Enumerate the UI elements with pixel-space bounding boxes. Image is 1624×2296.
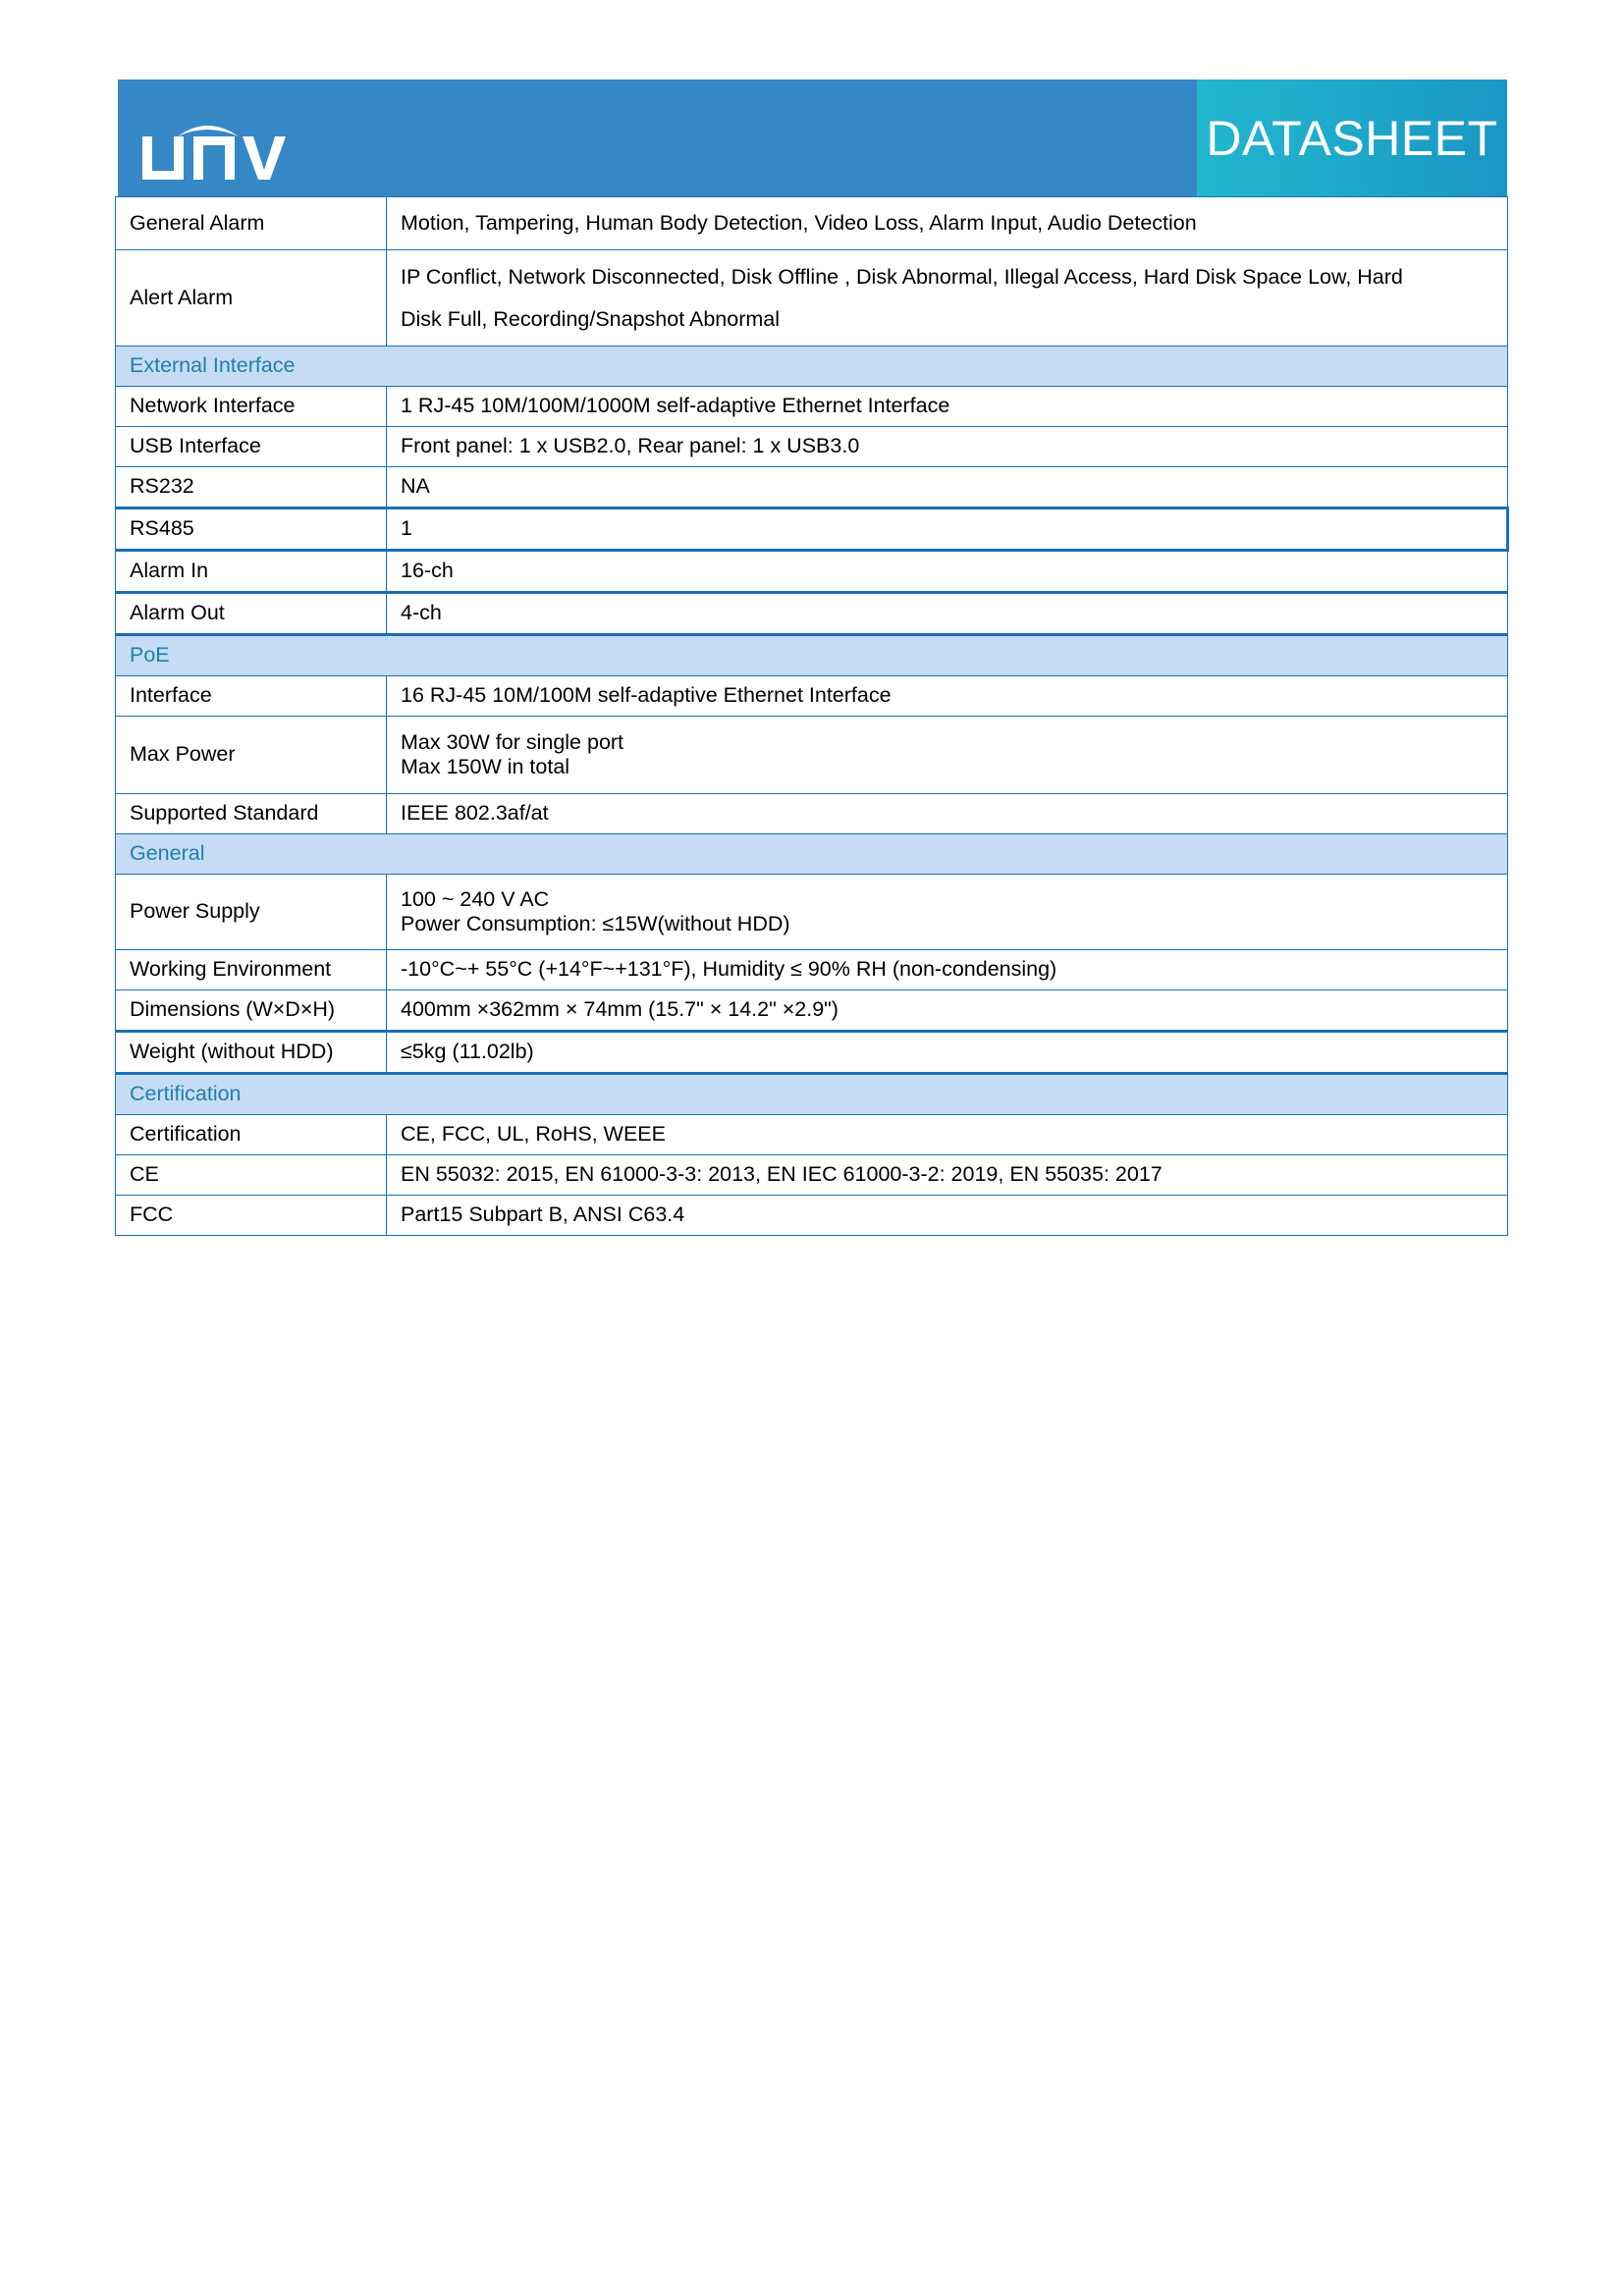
row-value [387, 250, 1508, 347]
row-value: Part15 Subpart B, ANSI C63.4 [387, 1196, 1508, 1236]
section-title: PoE [116, 635, 1508, 676]
row-value: EN 55032: 2015, EN 61000-3-3: 2013, EN IEC 61000-3-2: 2019, EN 55035: 2017 [387, 1155, 1508, 1196]
table-row [116, 508, 1508, 551]
row-label: CE [116, 1155, 387, 1196]
datasheet-label: DATASHEET [1206, 110, 1498, 166]
table-row [116, 387, 1508, 427]
value-line: Max 150W in total [401, 755, 570, 778]
row-value: -10°C~+ 55°C (+14°F~+131°F), Humidity ≤ 90% RH (non-condensing) [387, 950, 1508, 990]
row-label: General Alarm [116, 197, 387, 250]
spec-table [115, 196, 1509, 1236]
row-value: NA [387, 467, 1508, 508]
row-value: 1 RJ-45 10M/100M/1000M self-adaptive Ethernet Interface [387, 387, 1508, 427]
table-row [116, 467, 1508, 508]
row-value: ≤5kg (11.02lb) [387, 1032, 1508, 1074]
value-line: Disk Full, Recording/Snapshot Abnormal [401, 306, 780, 331]
table-row [116, 197, 1508, 250]
section-title: Certification [116, 1074, 1508, 1115]
row-value: 1 [387, 508, 1508, 551]
table-row [116, 1196, 1508, 1236]
row-value: 4-ch [387, 593, 1508, 635]
section-header-general [116, 834, 1508, 875]
row-label: Network Interface [116, 387, 387, 427]
row-label: Power Supply [116, 875, 387, 950]
section-header-poe [116, 635, 1508, 676]
table-row [116, 676, 1508, 717]
datasheet-badge [1197, 80, 1507, 196]
table-row [116, 875, 1508, 950]
value-line: Max 30W for single port [401, 730, 624, 754]
row-label: RS232 [116, 467, 387, 508]
section-title: General [116, 834, 1508, 875]
value-line: 100 ~ 240 V AC [401, 887, 550, 911]
row-value: Motion, Tampering, Human Body Detection, Video Loss, Alarm Input, Audio Detection [387, 197, 1508, 250]
table-row [116, 1032, 1508, 1074]
row-label: Max Power [116, 717, 387, 794]
table-row [116, 551, 1508, 593]
header-banner [118, 80, 1507, 196]
section-header-external-interface [116, 347, 1508, 387]
table-row [116, 250, 1508, 347]
row-value: 16 RJ-45 10M/100M self-adaptive Ethernet Interface [387, 676, 1508, 717]
row-label: Alarm Out [116, 593, 387, 635]
row-value [387, 717, 1508, 794]
row-label: Weight (without HDD) [116, 1032, 387, 1074]
section-header-certification [116, 1074, 1508, 1115]
row-label: RS485 [116, 508, 387, 551]
row-value: Front panel: 1 x USB2.0, Rear panel: 1 x USB3.0 [387, 427, 1508, 467]
row-label: Alert Alarm [116, 250, 387, 347]
row-label: Interface [116, 676, 387, 717]
unv-logo-icon [138, 101, 286, 180]
table-row [116, 427, 1508, 467]
table-row [116, 794, 1508, 834]
row-value: IEEE 802.3af/at [387, 794, 1508, 834]
value-line: Power Consumption: ≤15W(without HDD) [401, 912, 790, 935]
row-label: Working Environment [116, 950, 387, 990]
row-value: 16-ch [387, 551, 1508, 593]
row-label: FCC [116, 1196, 387, 1236]
row-label: Dimensions (W×D×H) [116, 990, 387, 1032]
table-row [116, 990, 1508, 1032]
table-row [116, 593, 1508, 635]
row-label: Alarm In [116, 551, 387, 593]
table-row [116, 950, 1508, 990]
row-value: 400mm ×362mm × 74mm (15.7" × 14.2" ×2.9") [387, 990, 1508, 1032]
row-label: USB Interface [116, 427, 387, 467]
row-label: Certification [116, 1115, 387, 1155]
table-row [116, 717, 1508, 794]
table-row [116, 1115, 1508, 1155]
row-value: CE, FCC, UL, RoHS, WEEE [387, 1115, 1508, 1155]
row-value [387, 875, 1508, 950]
value-line: IP Conflict, Network Disconnected, Disk Offline , Disk Abnormal, Illegal Access, Hard Disk Space Low, Hard [401, 264, 1403, 289]
row-label: Supported Standard [116, 794, 387, 834]
table-row [116, 1155, 1508, 1196]
section-title: External Interface [116, 347, 1508, 387]
